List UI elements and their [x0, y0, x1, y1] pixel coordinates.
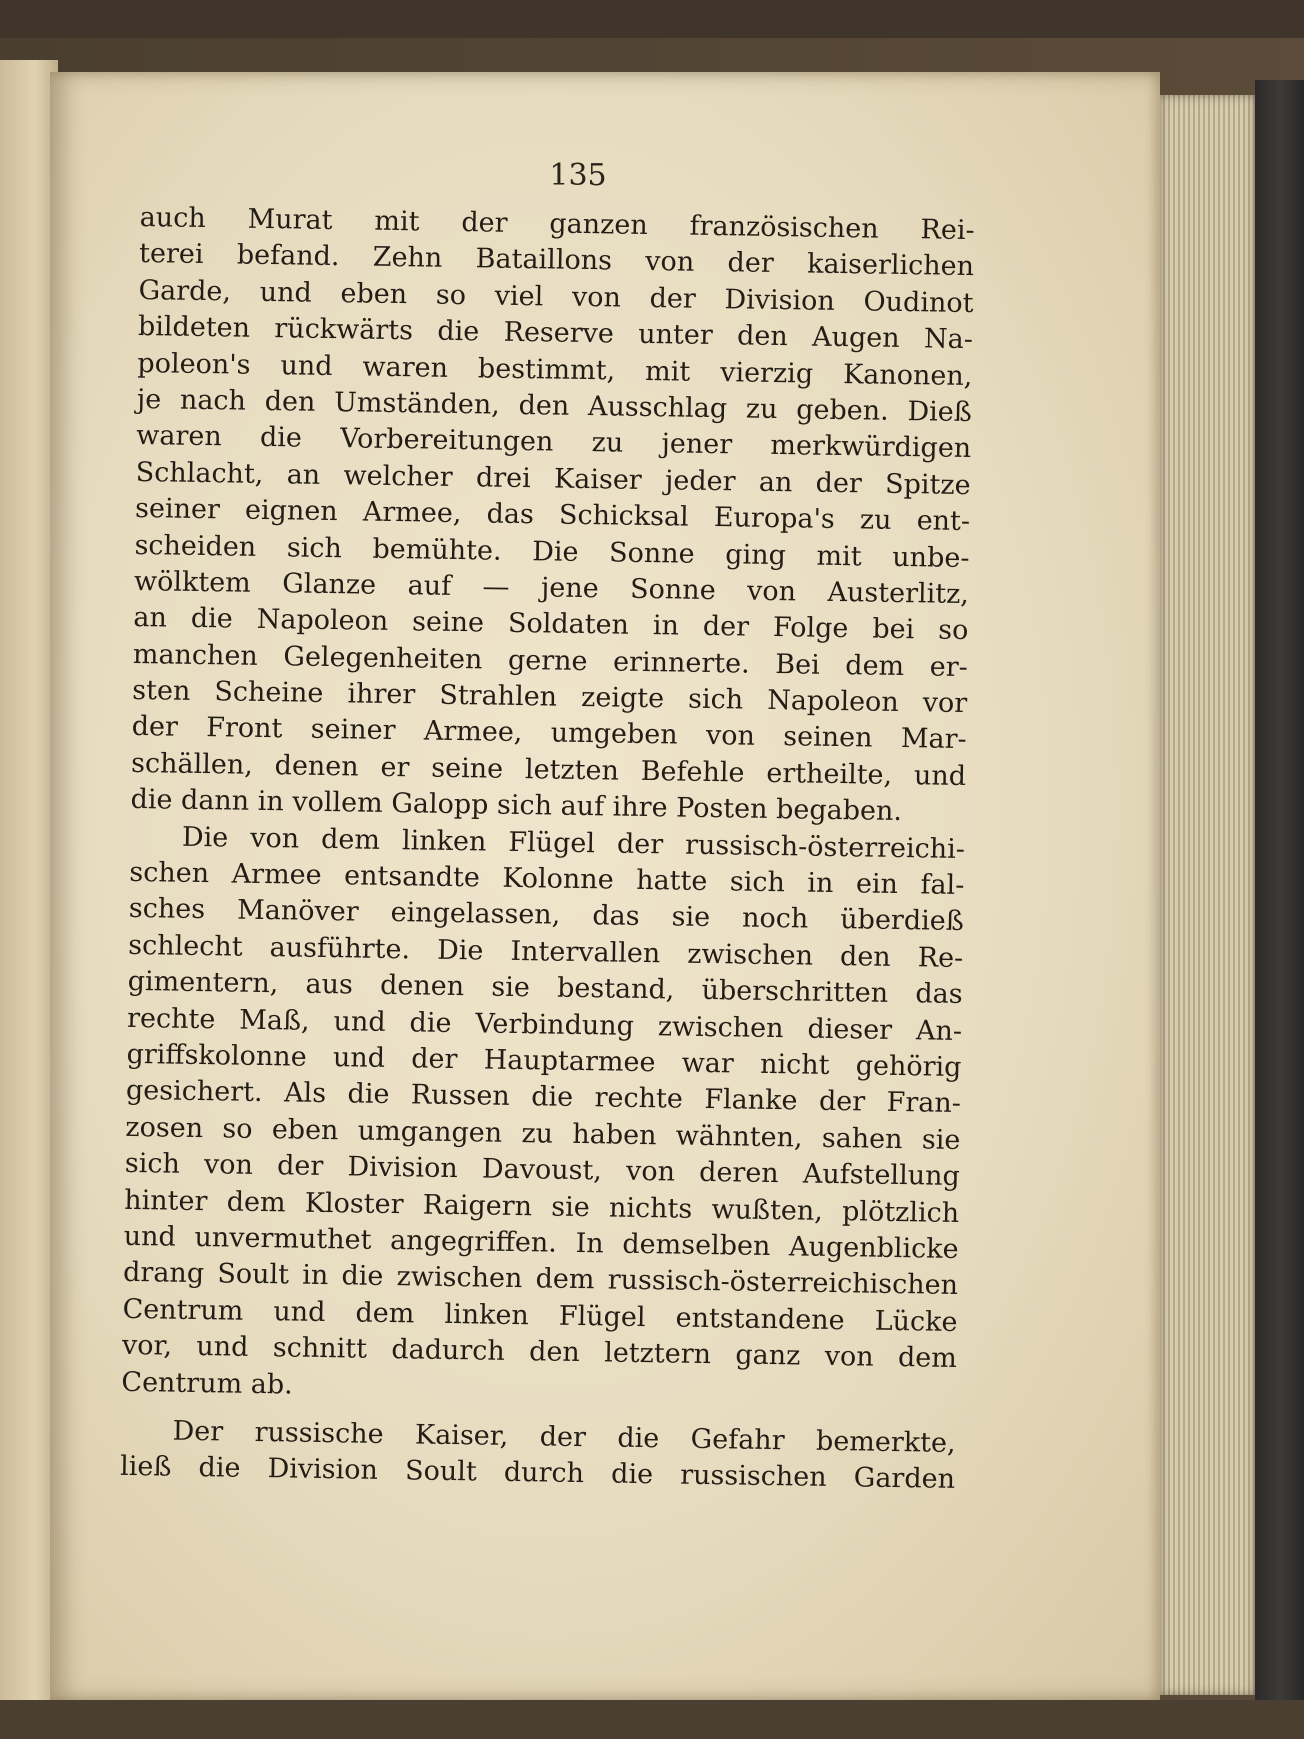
- text-line: vor, und schnitt dadurch den letztern ganz von dem: [121, 1329, 958, 1375]
- text-line: die dann in vollem Galopp sich auf ihre Posten begaben.: [130, 784, 903, 828]
- page-number: 135: [549, 158, 607, 193]
- paragraph-3: [120, 1413, 956, 1499]
- book-cover-bottom: [0, 1700, 1304, 1739]
- page-edges-stack: [1160, 95, 1255, 1695]
- text-line: Schlacht, an welcher drei Kaiser jeder an der Spitze: [135, 456, 971, 501]
- text-line: bildeten rückwärts die Reserve unter den Augen Na-: [137, 311, 974, 356]
- text-line: seiner eignen Armee, das Schicksal Europa's zu ent-: [134, 493, 971, 538]
- text-line: sich von der Division Davoust, von deren Aufstellung: [124, 1148, 961, 1193]
- text-line: hinter dem Kloster Raigern sie nichts wußten, plötzlich: [124, 1184, 960, 1229]
- text-line: schen Armee entsandte Kolonne hatte sich in ein fal-: [129, 856, 965, 902]
- text-line: je nach den Umständen, den Ausschlag zu geben. Dieß: [136, 383, 973, 429]
- text-line: griffskolonne und der Hauptarmee war nicht gehörig: [126, 1038, 962, 1083]
- text-line: Garde, und eben so viel von der Division Oudinot: [138, 274, 974, 319]
- text-line: auch Murat mit der ganzen französischen Rei-: [139, 201, 975, 247]
- text-line: an die Napoleon seine Soldaten in der Folge bei so: [133, 602, 969, 647]
- text-line: Die von dem linken Flügel der russisch-österreichi-: [181, 821, 966, 865]
- text-line: waren die Vorbereitungen zu jener merkwürdigen: [136, 420, 972, 465]
- paragraph-1: [130, 200, 975, 832]
- text-line: scheiden sich bemühte. Die Sonne ging mit unbe-: [134, 529, 970, 574]
- text-line: rechte Maß, und die Verbindung zwischen dieser An-: [126, 1002, 963, 1047]
- text-line: wölktem Glanze auf — jene Sonne von Austerlitz,: [133, 565, 970, 610]
- text-line: terei befand. Zehn Bataillons von der kaiserlichen: [138, 238, 975, 283]
- text-line: zosen so eben umgangen zu haben wähnten, sahen sie: [125, 1111, 961, 1156]
- paragraph-2: [121, 819, 965, 1414]
- text-line: Der russische Kaiser, der die Gefahr bemerkte,: [172, 1415, 956, 1459]
- text-line: sten Scheine ihrer Strahlen zeigte sich Napoleon vor: [132, 675, 968, 720]
- book-cover-right: [1255, 80, 1304, 1720]
- text-line: Centrum ab.: [121, 1366, 293, 1401]
- text-line: manchen Gelegenheiten gerne erinnerte. Bei dem er-: [132, 638, 969, 683]
- body-text: [120, 200, 975, 1499]
- text-line: schällen, denen er seine letzten Befehle ertheilte, und: [130, 747, 967, 792]
- text-line: poleon's und waren bestimmt, mit vierzig Kanonen,: [137, 347, 973, 392]
- text-line: und unvermuthet angegriffen. In demselben Augenblicke: [123, 1220, 959, 1265]
- text-line: schlecht ausführte. Die Intervallen zwischen den Re-: [128, 929, 964, 974]
- text-line: der Front seiner Armee, umgeben von seinen Mar-: [131, 711, 967, 756]
- text-line: gimentern, aus denen sie bestand, überschritten das: [127, 966, 963, 1011]
- text-line: sches Manöver eingelassen, das sie noch überdieß: [128, 893, 965, 938]
- text-line: gesichert. Als die Russen die rechte Flanke der Fran-: [125, 1075, 962, 1120]
- text-line: ließ die Division Soult durch die russischen Garden: [119, 1451, 956, 1496]
- text-line: Centrum und dem linken Flügel entstandene Lücke: [122, 1293, 958, 1338]
- text-line: drang Soult in die zwischen dem russisch-österreichischen: [122, 1257, 959, 1302]
